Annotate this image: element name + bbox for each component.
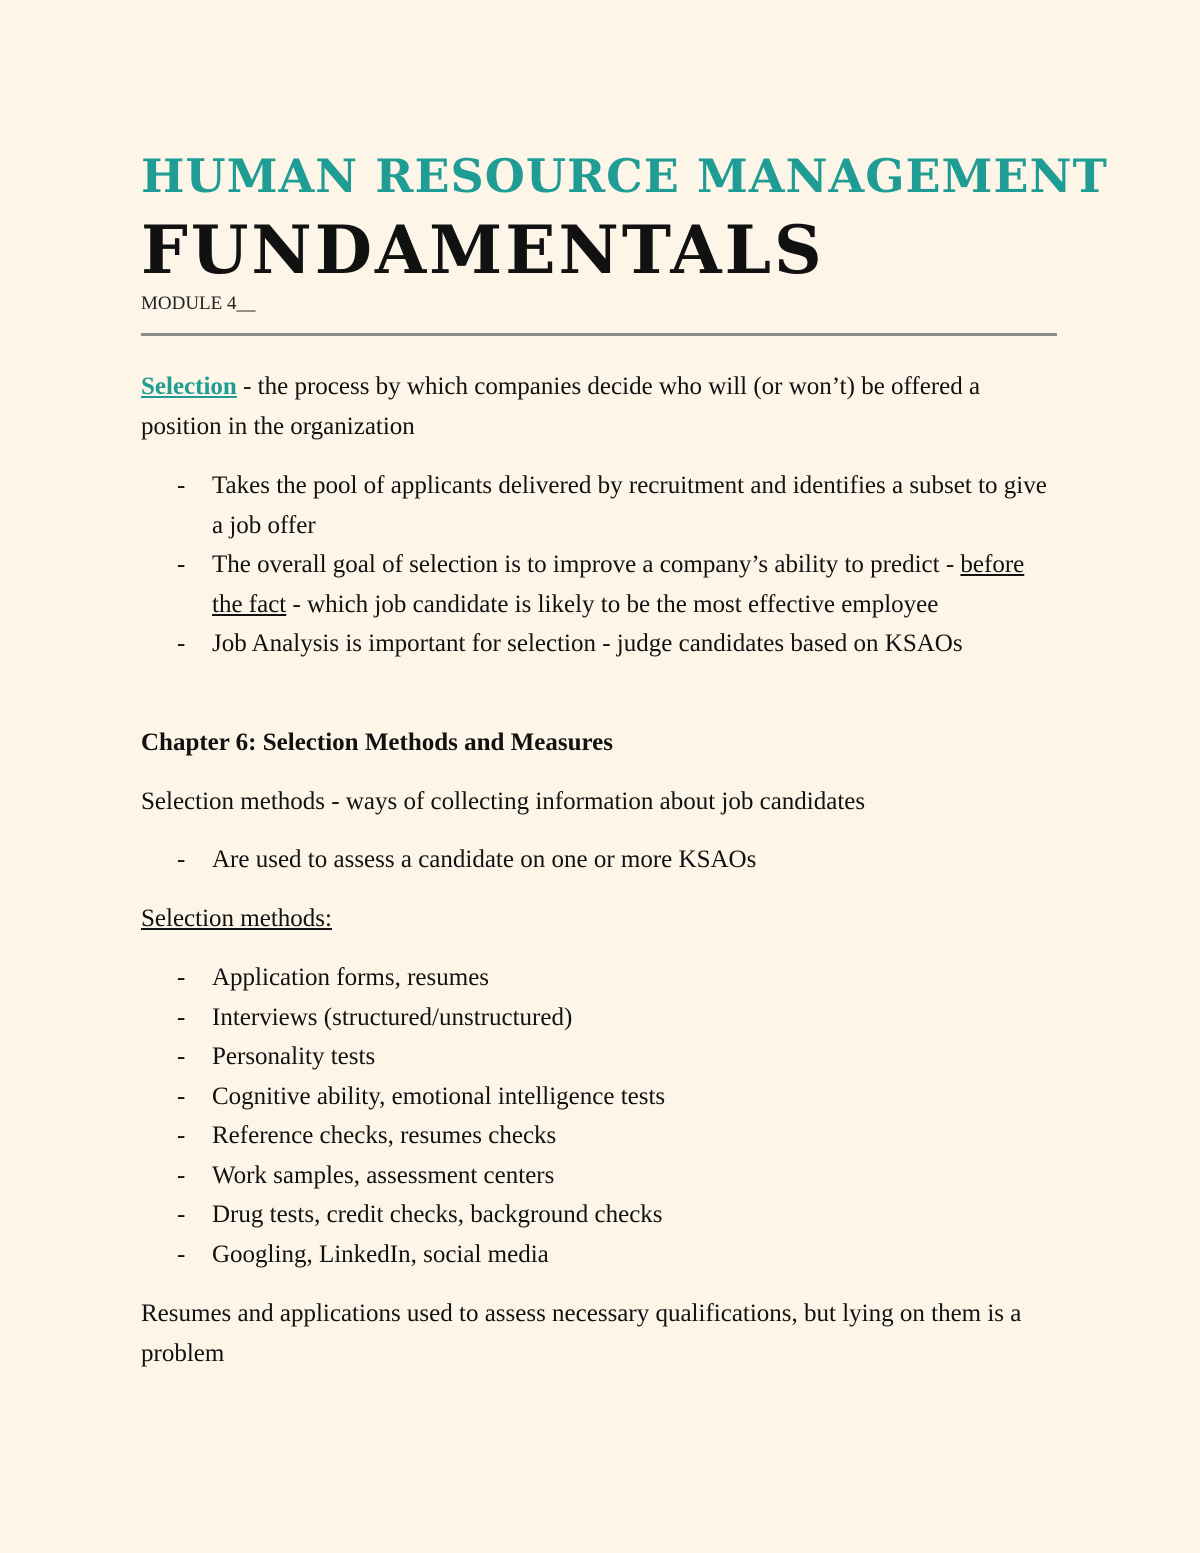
header-divider bbox=[141, 333, 1057, 336]
list-item bbox=[141, 840, 1061, 880]
methods-points-list bbox=[141, 840, 1061, 880]
list-item bbox=[141, 1116, 1061, 1156]
selection-points-list bbox=[141, 466, 1061, 664]
dash-bullet: - bbox=[177, 1082, 186, 1110]
list-item bbox=[141, 1077, 1061, 1117]
underlined-phrase: before the fact bbox=[212, 551, 1025, 618]
dash-bullet: - bbox=[177, 1161, 186, 1189]
chapter-heading: Chapter 6: Selection Methods and Measures bbox=[141, 729, 613, 756]
list-item-text: Personality tests bbox=[212, 1043, 376, 1070]
list-item-text: Are used to assess a candidate on one or more KSAOs bbox=[212, 846, 757, 873]
methods-list-heading: Selection methods: bbox=[141, 905, 332, 932]
list-item-text: - which job candidate is likely to be the most effective employee bbox=[286, 590, 939, 618]
module-label: MODULE 4__ bbox=[141, 293, 256, 314]
list-item-text: Cognitive ability, emotional intelligence tests bbox=[212, 1082, 666, 1110]
selection-definition-text: - the process by which companies decide who will (or won’t) be offered a position in the organization bbox=[141, 373, 981, 440]
list-item-text: Reference checks, resumes checks bbox=[212, 1122, 557, 1149]
list-item-text: Job Analysis is important for selection - judge candidates based on KSAOs bbox=[212, 630, 963, 657]
closing-paragraph: Resumes and applications used to assess necessary qualifications, but lying on them is a problem bbox=[141, 1300, 1022, 1367]
list-item bbox=[141, 466, 1061, 545]
list-item-text: Application forms, resumes bbox=[212, 964, 490, 991]
list-item bbox=[141, 1235, 1061, 1275]
dash-bullet: - bbox=[177, 846, 186, 873]
list-item bbox=[141, 1195, 1061, 1235]
dash-bullet: - bbox=[177, 472, 186, 499]
dash-bullet: - bbox=[177, 551, 186, 578]
methods-definition: Selection methods - ways of collecting information about job candidates bbox=[141, 788, 866, 815]
list-item-text: Drug tests, credit checks, background checks bbox=[212, 1201, 663, 1228]
list-item-text: Interviews (structured/unstructured) bbox=[212, 1003, 573, 1031]
list-item bbox=[141, 1156, 1061, 1196]
selection-definition bbox=[141, 367, 1061, 446]
list-item-text: Googling, LinkedIn, social media bbox=[212, 1240, 549, 1268]
dash-bullet: - bbox=[177, 1240, 186, 1268]
list-item-text: The overall goal of selection is to improve a company’s ability to predict - bbox=[212, 551, 961, 578]
document-title-line-2: FUNDAMENTALS bbox=[141, 211, 825, 289]
selection-methods-list bbox=[141, 958, 1061, 1274]
document-title-line-1: HUMAN RESOURCE MANAGEMENT bbox=[141, 149, 1108, 203]
list-item bbox=[141, 958, 1061, 998]
list-item bbox=[141, 998, 1061, 1038]
list-item-text: Work samples, assessment centers bbox=[212, 1161, 555, 1189]
dash-bullet: - bbox=[177, 964, 186, 991]
dash-bullet: - bbox=[177, 1122, 186, 1149]
dash-bullet: - bbox=[177, 1043, 186, 1070]
dash-bullet: - bbox=[177, 630, 186, 657]
list-item bbox=[141, 624, 1061, 664]
list-item bbox=[141, 1037, 1061, 1077]
selection-term-link[interactable]: Selection bbox=[141, 373, 237, 400]
list-item-text: Takes the pool of applicants delivered by recruitment and identifies a subset to give a job offer bbox=[212, 472, 1047, 539]
dash-bullet: - bbox=[177, 1201, 186, 1228]
list-item bbox=[141, 545, 1061, 624]
dash-bullet: - bbox=[177, 1003, 186, 1031]
